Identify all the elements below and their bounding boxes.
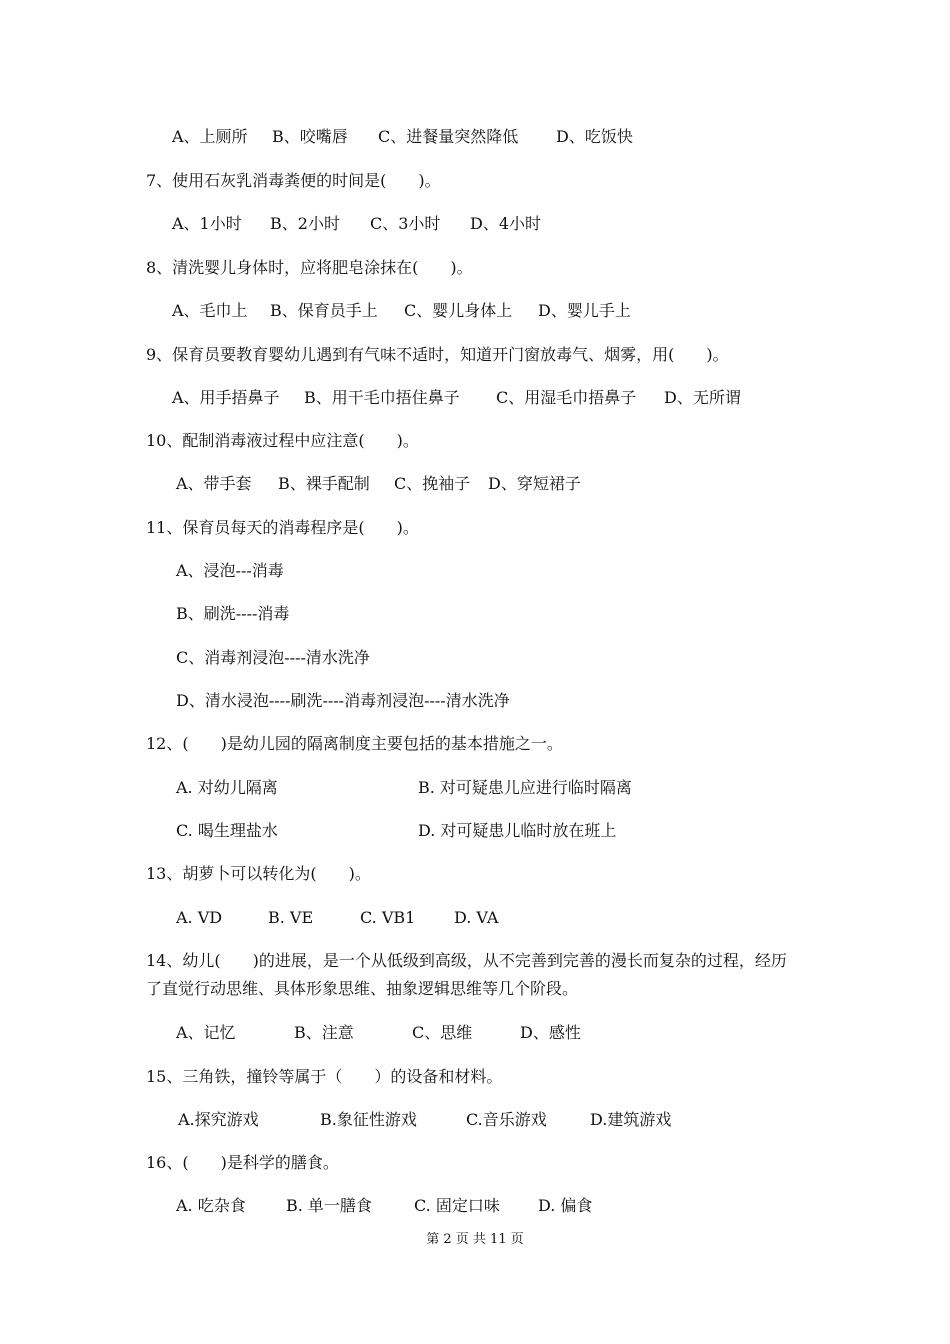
option: D、穿短裙子 [488, 474, 581, 493]
option: B、咬嘴唇 [272, 127, 348, 146]
question-stem-continued: 了直觉行动思维、具体形象思维、抽象逻辑思维等几个阶段。 [146, 979, 579, 998]
option: C. 固定口味 [414, 1196, 500, 1215]
option: D、清水浸泡----刷洗----消毒剂浸泡----清水洗净 [176, 691, 510, 710]
option: A、记忆 [176, 1023, 236, 1042]
option: C. 喝生理盐水 [176, 821, 278, 840]
option: C.音乐游戏 [466, 1110, 547, 1129]
option: B. VE [268, 908, 314, 927]
option: D、吃饭快 [556, 127, 633, 146]
option: B.象征性游戏 [320, 1110, 417, 1129]
option: A. VD [176, 908, 223, 927]
option: B、裸手配制 [278, 474, 370, 493]
option: B. 对可疑患儿应进行临时隔离 [418, 778, 632, 797]
option: D. 对可疑患儿临时放在班上 [418, 821, 617, 840]
option: A. 吃杂食 [176, 1196, 246, 1215]
option: C、婴儿身体上 [404, 301, 513, 320]
option: A、上厕所 [172, 127, 248, 146]
option: C、3小时 [370, 214, 441, 233]
option: A. 对幼儿隔离 [176, 778, 278, 797]
option: D.建筑游戏 [590, 1110, 672, 1129]
option: D. 偏食 [538, 1196, 593, 1215]
option: C. VB1 [360, 908, 416, 927]
option: B、2小时 [270, 214, 340, 233]
option: B、注意 [294, 1023, 354, 1042]
question-stem: 11、保育员每天的消毒程序是( )。 [146, 518, 419, 537]
option: B、用干毛巾捂住鼻子 [304, 388, 460, 407]
option: D、婴儿手上 [538, 301, 631, 320]
option: A、毛巾上 [172, 301, 248, 320]
option: C、思维 [412, 1023, 473, 1042]
option: C、用湿毛巾捂鼻子 [496, 388, 637, 407]
option: A、1小时 [172, 214, 242, 233]
option: C、消毒剂浸泡----清水洗净 [176, 648, 370, 667]
option: A、带手套 [176, 474, 252, 493]
question-stem: 13、胡萝卜可以转化为( )。 [146, 864, 371, 883]
question-stem: 10、配制消毒液过程中应注意( )。 [146, 431, 419, 450]
question-stem: 9、保育员要教育婴幼儿遇到有气味不适时，知道开门窗放毒气、烟雾，用( )。 [146, 345, 729, 364]
option: D. VA [454, 908, 499, 927]
question-stem: 14、幼儿( )的进展，是一个从低级到高级，从不完善到完善的漫长而复杂的过程，经历 [146, 951, 787, 970]
question-stem: 7、使用石灰乳消毒粪便的时间是( )。 [146, 171, 441, 190]
question-stem: 15、三角铁，撞铃等属于（ ）的设备和材料。 [146, 1067, 503, 1086]
option: D、无所谓 [664, 388, 741, 407]
page-footer: 第 2 页 共 11 页 [426, 1232, 524, 1247]
option: B、刷洗----消毒 [176, 604, 290, 623]
question-stem: 16、( )是科学的膳食。 [146, 1153, 339, 1172]
option: C、进餐量突然降低 [378, 127, 519, 146]
option: B. 单一膳食 [286, 1196, 372, 1215]
option: A、用手捂鼻子 [172, 388, 280, 407]
option: A、浸泡---消毒 [176, 561, 284, 580]
question-stem: 8、清洗婴儿身体时，应将肥皂涂抹在( )。 [146, 258, 473, 277]
option: D、感性 [520, 1023, 581, 1042]
option: B、保育员手上 [270, 301, 378, 320]
option: A.探究游戏 [178, 1110, 259, 1129]
question-stem: 12、( )是幼儿园的隔离制度主要包括的基本措施之一。 [146, 734, 563, 753]
option: D、4小时 [470, 214, 542, 233]
option: C、挽袖子 [394, 474, 471, 493]
